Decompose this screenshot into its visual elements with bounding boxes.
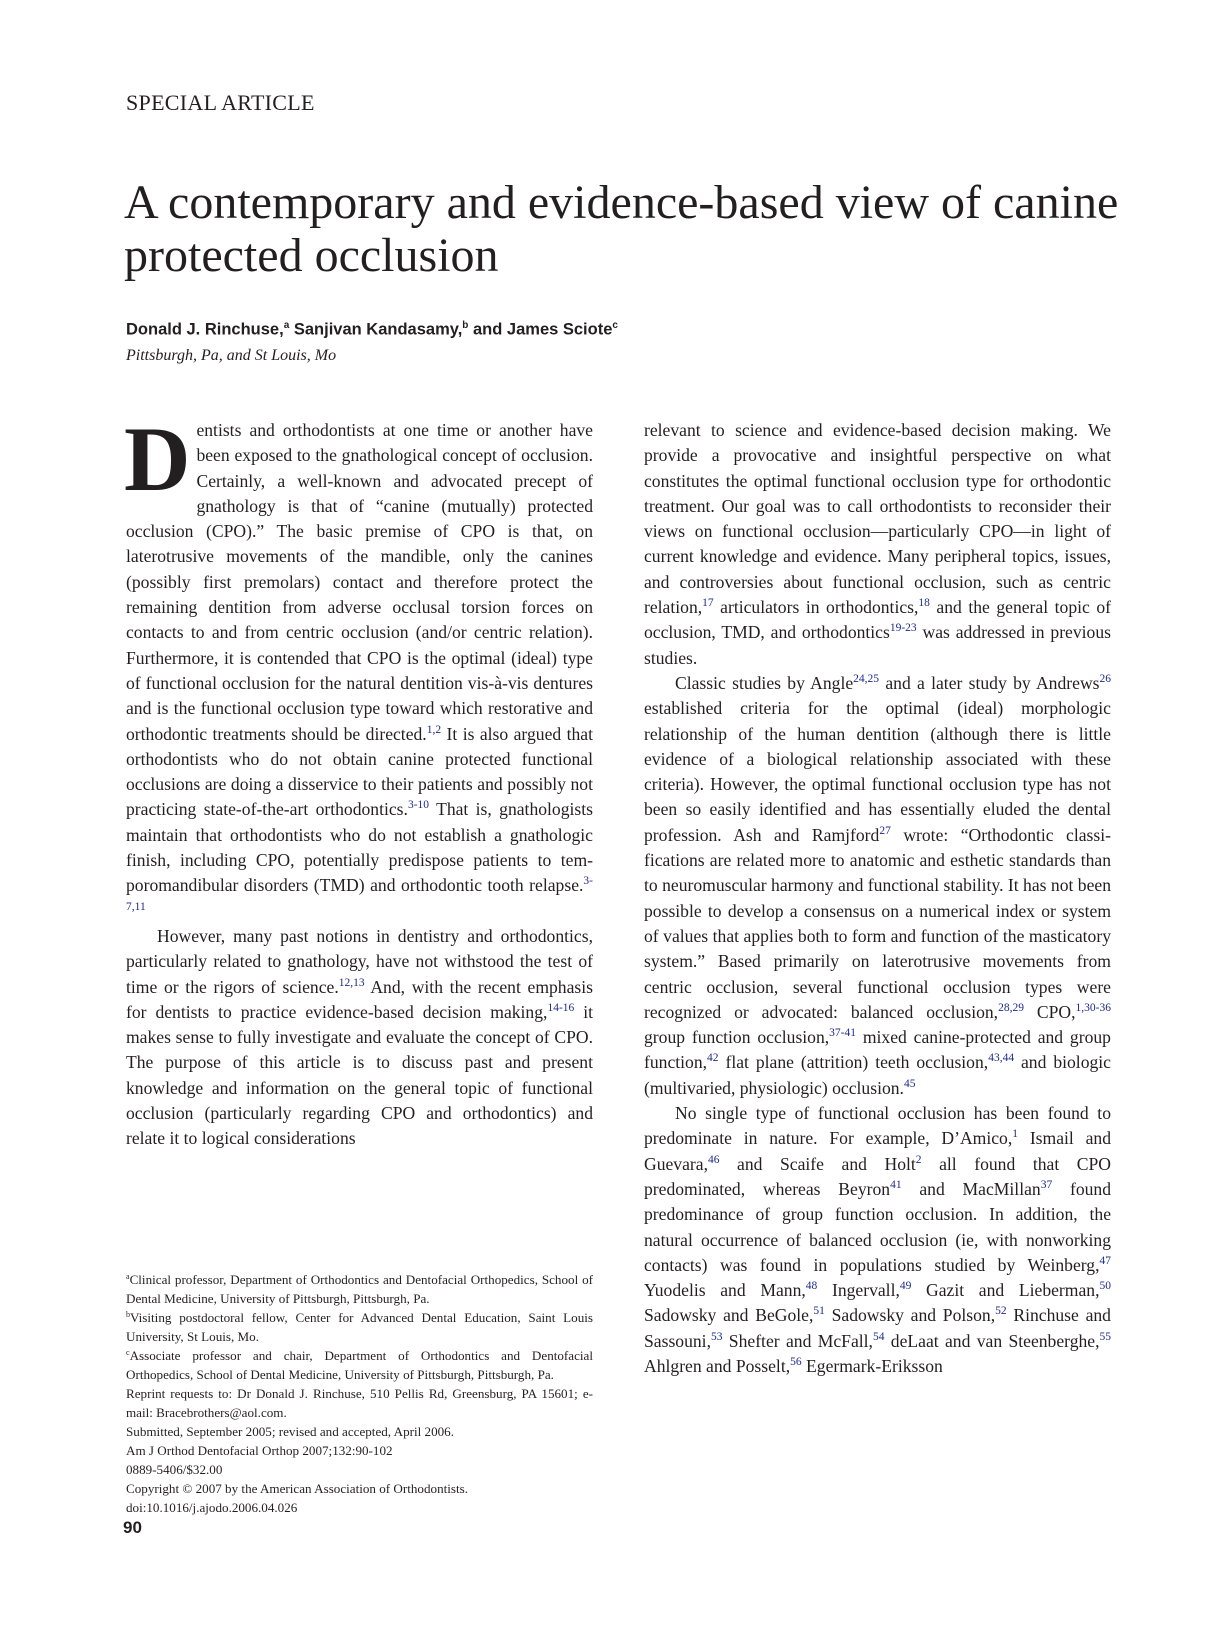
reference-link[interactable]: 53	[710, 1330, 723, 1343]
body-text: Egermark-Eriksson	[801, 1355, 943, 1376]
body-text: found predominance of group function occlusion. In addition, the natural occurrence of balanced occlusion (ie, with nonworking contacts) was found in populations studied by Weinberg,	[644, 1178, 1112, 1275]
reference-link[interactable]: 19-23	[889, 622, 917, 635]
reference-link[interactable]: 50	[1099, 1280, 1111, 1293]
reference-link[interactable]: 27	[879, 824, 891, 837]
reference-link[interactable]: 56	[790, 1355, 802, 1368]
body-text: entists and orthodontists at one time or another have been exposed to the gnathological concept of occlusion. Certainly, a well-known and advocated precept of gnathology is that of “canine (mutually) protected occlusion (CPO).” The basic premise of CPO is that, on laterotrusive movements of the mandible, only the canines (possibly first premolars) contact and therefore protect the remaining dentition from adverse occlusal torsion forces on contacts to and from centric occlusion (and/or centric relation). Furthermore, it is contended that CPO is the optimal (ideal) type of functional occlusion for the natural dentition vis-à-vis dentures and is the functional occlusion type toward which restorative and orthodontic treatments should be directed.	[126, 420, 593, 744]
body-text: Ingervall,	[817, 1280, 900, 1301]
footnotes	[126, 1270, 593, 1517]
footnote-text: Associate professor and chair, Department of Orthodontics and Dentofacial Orthopedics, School of Dental Medicine, University of Pittsburgh, Pittsburgh, Pa.	[126, 1348, 593, 1382]
reference-link[interactable]: 41	[890, 1178, 902, 1191]
body-column-right	[644, 418, 1111, 1379]
footnote-marker: c	[126, 1348, 130, 1357]
footnote-affiliation-a	[126, 1270, 593, 1308]
reference-link[interactable]: 42	[707, 1052, 719, 1065]
copyright-notice: Copyright © 2007 by the American Association of Orthodontists.	[126, 1481, 468, 1496]
article-title: A contemporary and evidence-based view of canine protected occlusion	[124, 176, 1119, 282]
body-text: Shefter and McFall,	[722, 1330, 873, 1351]
drop-cap: D	[124, 408, 191, 510]
body-text: and biologic (multivaried, physiologic) occlusion.	[644, 1052, 1111, 1098]
author-location: Pittsburgh, Pa, and St Louis, Mo	[126, 347, 337, 364]
section-label: SPECIAL ARTICLE	[126, 90, 315, 115]
body-paragraph	[126, 924, 593, 1152]
reference-link[interactable]: 24,25	[853, 672, 880, 685]
body-text: and Scaife and Holt	[719, 1153, 916, 1174]
page-number: 90	[123, 1518, 142, 1537]
submission-dates: Submitted, September 2005; revised and accepted, April 2006.	[126, 1424, 454, 1439]
body-text: flat plane (attrition) teeth occlusion,	[718, 1052, 989, 1073]
affiliation-marker: b	[462, 320, 469, 331]
body-text: However, many past notions in dentistry and orthodontics, particularly related to gnathology, have not withstood the test of time or the rigors of science.	[126, 925, 593, 997]
reprint-requests: Reprint requests to: Dr Donald J. Rinchuse, 510 Pellis Rd, Greensburg, PA 15601; e-mail: Bracebrothers@aol.com.	[126, 1386, 593, 1420]
reference-link[interactable]: 28,29	[998, 1001, 1024, 1014]
body-text: group function occlusion,	[644, 1027, 830, 1048]
body-text: wrote: “Orthodontic classifications are related more to anatomic and esthetic standards than to neuromuscular harmony and functional stability. It has not been possible to develop a consensus on a numerical index or system of values that applies both to form and function of the masticatory system.” Based primarily on laterotrusive movements from centric occlusion, several functional occlusion types were recognized or advocated: balanced occlusion,	[644, 824, 1111, 1022]
body-paragraph	[644, 671, 1111, 1101]
footnote-affiliation-b	[126, 1308, 593, 1346]
body-text: and MacMillan	[901, 1178, 1041, 1199]
body-text: was addressed in previous studies.	[644, 622, 1111, 668]
reference-link[interactable]: 1,2	[426, 723, 442, 736]
reference-link[interactable]: 1,30-36	[1075, 1001, 1111, 1014]
doi-link[interactable]: doi:10.1016/j.ajodo.2006.04.026	[126, 1500, 298, 1515]
author-name: Donald J. Rinchuse,	[126, 320, 284, 339]
body-text: No single type of functional occlusion has been found to predominate in nature. For example, D’Amico,	[644, 1103, 1111, 1149]
body-text: Ismail and Guevara,	[644, 1128, 1111, 1174]
footnote-marker: b	[126, 1310, 130, 1319]
body-column-left	[124, 408, 593, 1152]
reference-link[interactable]: 3-7,11	[126, 875, 593, 913]
body-text: And, with the recent emphasis for dentists to practice evidence-based decision making,	[126, 976, 593, 1022]
body-text: Yuodelis and Mann,	[644, 1280, 806, 1301]
affiliation-marker: a	[283, 320, 290, 331]
footnote-text: Clinical professor, Department of Orthodontics and Dentofacial Orthopedics, School of Dental Medicine, University of Pittsburgh, Pittsburgh, Pa.	[126, 1272, 593, 1306]
reference-link[interactable]: 46	[707, 1153, 720, 1166]
journal-citation: Am J Orthod Dentofacial Orthop 2007;132:90-102	[126, 1443, 393, 1458]
reference-link[interactable]: 1	[1012, 1128, 1019, 1141]
reference-link[interactable]: 45	[903, 1077, 916, 1090]
reference-link[interactable]: 17	[702, 597, 714, 610]
footnote-marker: a	[126, 1272, 130, 1281]
reference-link[interactable]: 3-10	[407, 799, 430, 812]
reference-link[interactable]: 43,44	[988, 1052, 1015, 1065]
footnote-affiliation-c	[126, 1346, 593, 1384]
body-text: Sadowsky and Polson,	[824, 1305, 996, 1326]
body-text: Rinchuse and Sassouni,	[644, 1305, 1111, 1351]
body-text: Sadowsky and BeGole,	[644, 1305, 814, 1326]
reference-link[interactable]: 37-41	[829, 1027, 857, 1040]
reference-link[interactable]: 54	[872, 1330, 885, 1343]
author-list	[126, 320, 618, 340]
body-text: and a later study by Andrews	[879, 672, 1100, 693]
reference-link[interactable]: 48	[805, 1280, 818, 1293]
reference-link[interactable]: 47	[1099, 1254, 1111, 1267]
body-text: Gazit and Lieberman,	[911, 1280, 1100, 1301]
body-text: relevant to science and evidence-based decision making. We provide a provocative and insightful perspective on what constitutes the optimal functional occlusion type for orthodontic treatment. Our goal was to call orthodontists to reconsider their views on functional occlusion—particularly CPO—in light of current knowledge and evidence. Many peripheral topics, issues, and controversies about functional occlusion, such as centric relation,	[644, 420, 1111, 618]
body-text: Ahlgren and Posselt,	[644, 1355, 791, 1376]
author-name: and James Sciote	[473, 320, 613, 339]
body-text: It is also argued that orthodontists who do not obtain canine protected functional occlusions are doing a disservice to their patients and possibly not practicing state-of-the-art orthodontics.	[126, 723, 593, 820]
reference-link[interactable]: 52	[995, 1305, 1007, 1318]
affiliation-marker: c	[612, 320, 618, 331]
reference-link[interactable]: 51	[813, 1305, 825, 1318]
reference-link[interactable]: 55	[1099, 1330, 1112, 1343]
body-text: established criteria for the optimal (ideal) morphologic relationship of the human dentition (although there is little evidence of a biological relationship associated with these criteria). However, the optimal functional occlusion type has not been so easily identified and has essentially eluded the dental profession. Ash and Ramjford	[644, 698, 1111, 845]
body-paragraph	[124, 408, 593, 924]
body-text: it makes sense to fully investigate and evaluate the concept of CPO. The purpose of this article is to discuss past and present knowledge and information on the general topic of functional occlusion (particularly regarding CPO and orthodontics) and relate it to logical considerations	[126, 1001, 593, 1149]
reference-link[interactable]: 12,13	[338, 976, 365, 989]
body-paragraph	[644, 1101, 1111, 1379]
body-paragraph	[644, 418, 1111, 671]
issn-price: 0889-5406/$32.00	[126, 1462, 223, 1477]
reference-link[interactable]: 49	[899, 1280, 912, 1293]
reference-link[interactable]: 14-16	[547, 1001, 575, 1014]
reference-link[interactable]: 26	[1099, 672, 1111, 685]
body-text: That is, gnathologists maintain that orthodontists who do not establish a gnathologic finish, including CPO, potentially predispose patients to temporomandibular disorders (TMD) and orthodontic tooth relapse.	[126, 799, 593, 896]
author-name: Sanjivan Kandasamy,	[293, 320, 463, 339]
body-text: mixed canine-protected and group function,	[644, 1027, 1111, 1073]
body-text: all found that CPO predominated, whereas Beyron	[644, 1153, 1111, 1199]
reference-link[interactable]: 37	[1040, 1178, 1053, 1191]
body-text: articulators in orthodontics,	[713, 597, 919, 618]
reference-link[interactable]: 18	[918, 597, 930, 610]
body-text: Classic studies by Angle	[675, 672, 854, 693]
reference-link[interactable]: 2	[915, 1153, 922, 1166]
body-text: CPO,	[1023, 1001, 1076, 1022]
footnote-text: Visiting postdoctoral fellow, Center for Advanced Dental Education, Saint Louis University, St Louis, Mo.	[126, 1310, 593, 1344]
body-text: deLaat and van Steenberghe,	[884, 1330, 1100, 1351]
body-text: and the general topic of occlusion, TMD, and orthodontics	[644, 597, 1111, 643]
